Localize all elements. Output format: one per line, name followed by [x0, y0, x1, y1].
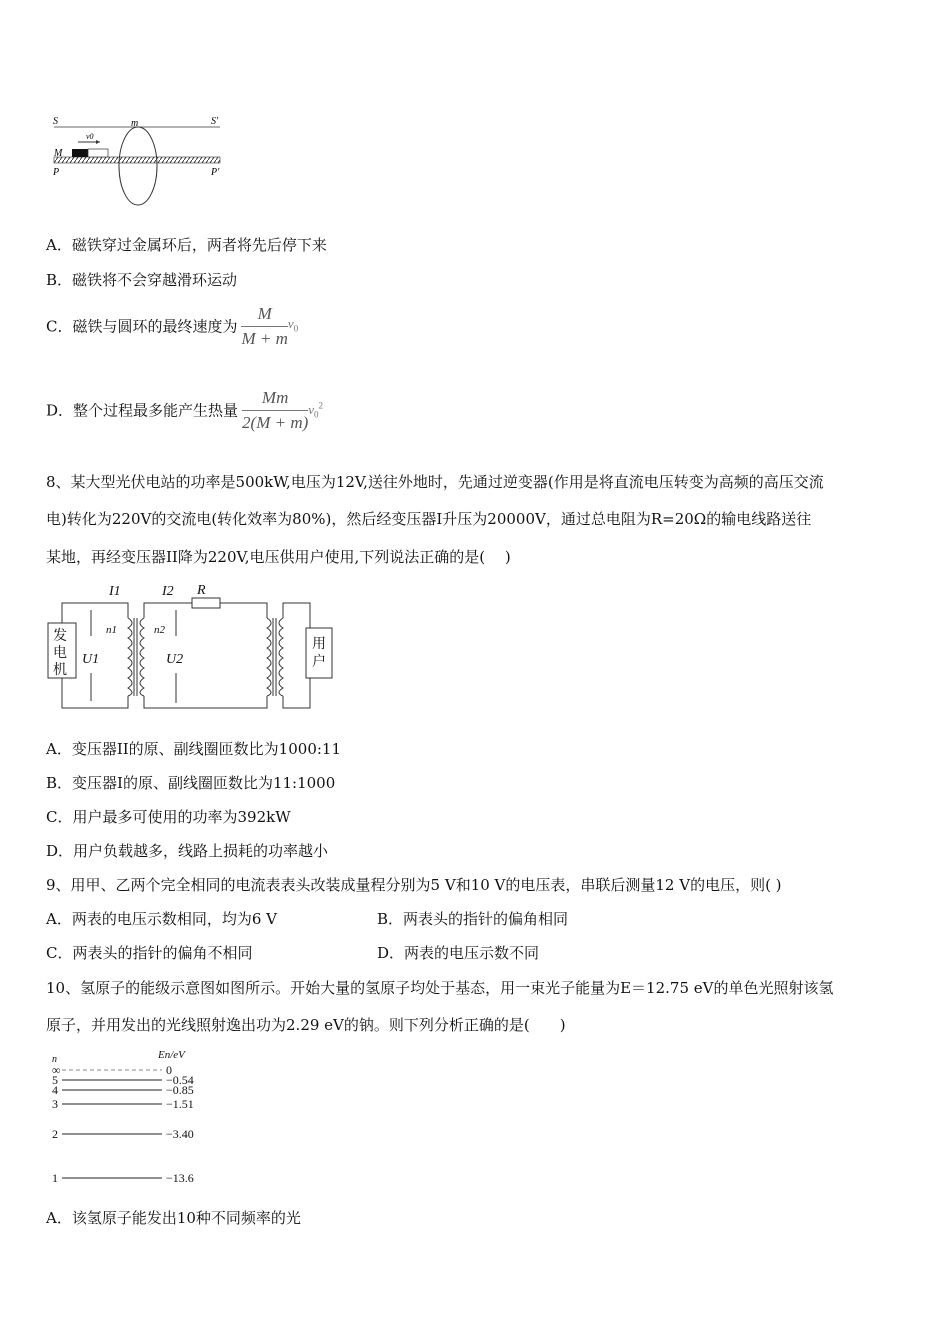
- q8-option-b: B．变压器I的原、副线圈匝数比为11:1000: [46, 774, 336, 792]
- level-n-label: 5: [52, 1073, 58, 1087]
- svg-text:S: S: [53, 116, 58, 127]
- denominator: 2(M + m): [242, 413, 309, 432]
- svg-text:P': P': [211, 167, 220, 178]
- q7-option-d-text: D．整个过程最多能产生热量: [46, 401, 239, 420]
- svg-text:M: M: [54, 148, 63, 159]
- q9-option-d: D．两表的电压示数不同: [377, 944, 540, 962]
- q10-stem-line1: 10、氢原子的能级示意图如图所示。开始大量的氢原子均处于基态，用一束光子能量为E＝12.75 eV的单色光照射该氢: [46, 979, 834, 997]
- formula-fraction: [242, 388, 308, 433]
- level-energy-label: −0.85: [166, 1083, 194, 1097]
- magnet-ring-figure: [48, 112, 228, 207]
- numerator: M: [241, 304, 287, 327]
- q7-option-c: [46, 304, 298, 349]
- q8-option-c: C．用户最多可使用的功率为392kW: [46, 808, 291, 826]
- level-n-label: 4: [52, 1083, 58, 1097]
- v0-squared-symbol: $v_0^2$: [308, 401, 324, 420]
- svg-text:电: 电: [53, 646, 67, 661]
- level-energy-label: 0: [166, 1063, 172, 1077]
- level-n-label: 3: [52, 1097, 58, 1111]
- q8-stem-line2: 电)转化为220V的交流电(转化效率为80%)，然后经变压器I升压为20000V，通过总电阻为R=20Ω的输电线路送往: [46, 510, 812, 528]
- q7-option-d: [46, 388, 323, 433]
- svg-text:户: 户: [312, 655, 326, 670]
- svg-text:U2: U2: [166, 652, 184, 667]
- level-energy-label: −0.54: [166, 1073, 194, 1087]
- svg-text:U1: U1: [82, 652, 100, 667]
- q10-option-a: A．该氢原子能发出10种不同频率的光: [46, 1209, 301, 1227]
- q7-option-c-text: C．磁铁与圆环的最终速度为: [46, 317, 238, 336]
- level-n-label: ∞: [52, 1063, 61, 1077]
- v0-symbol: $v_0$: [287, 316, 299, 334]
- svg-text:I2: I2: [162, 584, 174, 599]
- level-energy-label: −13.6: [166, 1171, 194, 1185]
- svg-text:发: 发: [53, 629, 67, 644]
- svg-text:S': S': [211, 116, 219, 127]
- svg-text:P: P: [53, 167, 60, 178]
- level-energy-label: −3.40: [166, 1127, 194, 1141]
- svg-text:I1: I1: [109, 584, 121, 599]
- level-n-label: 1: [52, 1171, 58, 1185]
- q8-stem-line3: 某地，再经变压器II降为220V,电压供用户使用,下列说法正确的是( ): [46, 548, 511, 566]
- svg-text:n1: n1: [106, 624, 117, 636]
- svg-text:v0: v0: [86, 132, 94, 141]
- q8-stem-line1: 8、某大型光伏电站的功率是500kW,电压为12V,送往外地时，先通过逆变器(作用是将直流电压转变为高频的高压交流: [46, 473, 824, 491]
- svg-text:m: m: [131, 118, 139, 129]
- level-energy-label: −1.51: [166, 1097, 194, 1111]
- hydrogen-energy-level-diagram: [46, 1046, 216, 1186]
- level-n-label: 2: [52, 1127, 58, 1141]
- formula-fraction: [241, 304, 287, 349]
- transmission-circuit-figure: [44, 578, 344, 714]
- q7-option-a: A．磁铁穿过金属环后，两者将先后停下来: [46, 236, 327, 254]
- q10-stem-line2: 原子，并用发出的光线照射逸出功为2.29 eV的钠。则下列分析正确的是( ): [46, 1016, 566, 1034]
- q9-option-c: C．两表头的指针的偏角不相同: [46, 944, 253, 962]
- q9-stem: 9、用甲、乙两个完全相同的电流表表头改装成量程分别为5 V和10 V的电压表，串联后测量12 V的电压，则( ): [46, 876, 782, 894]
- q8-option-d: D．用户负载越多，线路上损耗的功率越小: [46, 842, 329, 860]
- q9-option-b: B．两表头的指针的偏角相同: [377, 910, 569, 928]
- svg-text:En/eV: En/eV: [158, 1049, 185, 1061]
- q7-option-b: B．磁铁将不会穿越滑环运动: [46, 271, 238, 289]
- denominator: M + m: [241, 329, 288, 348]
- q8-option-a: A．变压器II的原、副线圈匝数比为1000:11: [46, 740, 341, 758]
- svg-text:用: 用: [312, 637, 326, 652]
- q9-option-a: A．两表的电压示数相同，均为6 V: [46, 910, 277, 928]
- svg-text:n2: n2: [154, 624, 165, 636]
- svg-text:机: 机: [53, 663, 67, 678]
- numerator: Mm: [242, 388, 308, 411]
- svg-text:R: R: [197, 583, 206, 598]
- svg-text:n: n: [52, 1054, 57, 1065]
